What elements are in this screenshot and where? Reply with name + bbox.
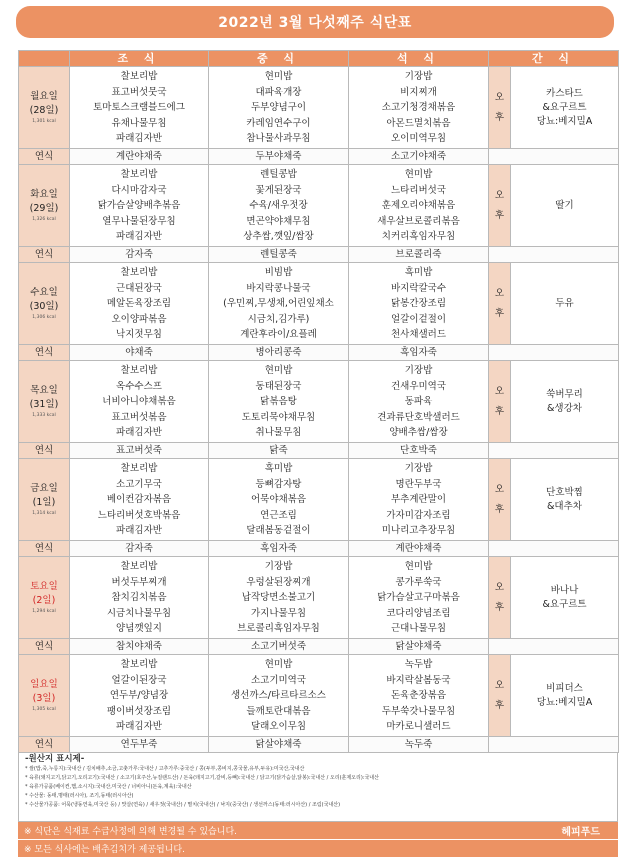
day-label — [19, 459, 70, 541]
yeonsik-item: 닭살야채죽 — [209, 737, 349, 753]
snack-cell — [511, 557, 619, 639]
snack-item: 쑥버무리 — [546, 388, 583, 400]
snack-cell — [511, 165, 619, 247]
dinner-item: 기장밥 — [404, 365, 433, 376]
breakfast-cell — [70, 655, 209, 737]
lunch-item: 두부양념구이 — [250, 102, 307, 114]
lunch-item: 생선까스/타르타르소스 — [231, 690, 326, 702]
day-name: 토요일 — [30, 581, 58, 592]
breakfast-item: 참치김치볶음 — [111, 592, 167, 604]
origin-lines — [25, 765, 611, 810]
meal-table — [18, 50, 619, 753]
snack-item: 카스타드 — [546, 87, 583, 99]
breakfast-item: 얼갈이된장국 — [111, 674, 167, 686]
dinner-item: 코다리양념조림 — [386, 607, 451, 619]
origin-notice — [18, 752, 618, 822]
breakfast-item: 파래김자반 — [116, 231, 162, 243]
yeonsik-row — [19, 443, 619, 459]
dinner-item: 흑미밥 — [404, 267, 433, 278]
yeonsik-item: 계란야채죽 — [349, 541, 489, 557]
yeonsik-item: 연두부죽 — [70, 737, 209, 753]
day-name: 목요일 — [30, 385, 58, 396]
header-lunch: 중 식 — [209, 51, 349, 67]
dinner-item: 소고기청경채볶음 — [381, 102, 456, 114]
dinner-item: 얼갈이겉절이 — [390, 313, 447, 325]
dinner-item: 닭봉간장조림 — [390, 298, 447, 310]
day-row — [19, 67, 619, 149]
day-name: 수요일 — [30, 287, 58, 298]
snack-time-label — [489, 557, 511, 639]
snack-time-char: 오 — [494, 679, 505, 691]
yeonsik-label: 연식 — [19, 737, 70, 753]
breakfast-item: 열무나물된장무침 — [102, 215, 176, 227]
lunch-cell — [209, 165, 349, 247]
lunch-item: 현미밥 — [264, 365, 293, 376]
dinner-item: 양배추쌈/쌈장 — [389, 427, 448, 439]
breakfast-cell — [70, 459, 209, 541]
lunch-item: 등뼈감자탕 — [255, 478, 302, 490]
day-date: (2일) — [32, 595, 56, 606]
dinner-item: 느타리버섯국 — [390, 184, 447, 196]
snack-time-label — [489, 263, 511, 345]
snack-item: &요구르트 — [542, 101, 587, 113]
day-date: (31일) — [29, 399, 59, 410]
lunch-item: 브로콜리흑임자무침 — [237, 623, 320, 635]
header-snack: 간 식 — [489, 51, 619, 67]
lunch-item: 시금치,김가루) — [247, 313, 310, 325]
dinner-cell — [349, 67, 489, 149]
day-label — [19, 557, 70, 639]
footer-note-1 — [18, 822, 618, 839]
breakfast-item: 파래김자반 — [116, 721, 162, 733]
snack-time-label — [489, 361, 511, 443]
yeonsik-item: 단호박죽 — [349, 443, 489, 459]
breakfast-item: 너비아니야채볶음 — [102, 396, 176, 408]
yeonsik-empty — [489, 149, 619, 165]
breakfast-item: 양념깻잎지 — [116, 623, 162, 635]
dinner-item: 건새우미역국 — [390, 380, 447, 392]
breakfast-item: 오이양파볶음 — [111, 313, 167, 325]
yeonsik-item: 참치야채죽 — [70, 639, 209, 655]
snack-time-char: 후 — [494, 699, 505, 711]
breakfast-item: 시금치나물무침 — [106, 607, 172, 619]
lunch-item: 기장밥 — [264, 561, 293, 572]
dinner-item: 닭가슴살고구마볶음 — [377, 592, 460, 604]
yeonsik-row — [19, 345, 619, 361]
dinner-cell — [349, 655, 489, 737]
snack-cell — [511, 655, 619, 737]
footer-note-2 — [18, 840, 618, 857]
dinner-item: 마카로니샐러드 — [386, 721, 451, 733]
snack-item: 단호박찜 — [546, 486, 583, 498]
yeonsik-label: 연식 — [19, 247, 70, 263]
snack-item: 비피더스 — [546, 682, 583, 694]
yeonsik-item: 소고기야채죽 — [349, 149, 489, 165]
dinner-cell — [349, 459, 489, 541]
lunch-item: 현미밥 — [264, 659, 293, 670]
yeonsik-item: 병아리콩죽 — [209, 345, 349, 361]
yeonsik-item: 계란야채죽 — [70, 149, 209, 165]
breakfast-cell — [70, 165, 209, 247]
dinner-item: 돈육춘장볶음 — [390, 690, 447, 702]
yeonsik-item: 감자죽 — [70, 541, 209, 557]
breakfast-item: 파래김자반 — [116, 133, 162, 145]
snack-cell — [511, 361, 619, 443]
dinner-item: 콩가루쑥국 — [395, 576, 442, 588]
breakfast-item: 찰보리밥 — [120, 463, 158, 474]
origin-title: -원산지 표시제- — [25, 754, 85, 764]
day-name: 월요일 — [30, 91, 58, 102]
dinner-item: 동파육 — [404, 396, 433, 408]
snack-time-char: 후 — [494, 111, 505, 123]
lunch-item: 카레임연수구이 — [246, 117, 311, 129]
lunch-item: 현미밥 — [264, 71, 293, 82]
snack-item: 두유 — [555, 297, 574, 309]
dinner-item: 부추계란말이 — [390, 494, 447, 506]
breakfast-item: 소고기무국 — [116, 478, 162, 490]
day-date: (30일) — [29, 301, 59, 312]
yeonsik-empty — [489, 247, 619, 263]
yeonsik-item: 야채죽 — [70, 345, 209, 361]
lunch-item: 계란후라이/요플레 — [240, 329, 317, 341]
lunch-item: 바지락콩나물국 — [246, 282, 311, 294]
dinner-item: 현미밥 — [404, 169, 433, 180]
lunch-item: 납작당면소불고기 — [241, 592, 316, 604]
snack-item: &요구르트 — [542, 598, 587, 610]
yeonsik-item: 닭살야채죽 — [349, 639, 489, 655]
origin-line: * 수산물: 동태,명태(러시아), 조기,동태(러시아산) — [25, 793, 134, 799]
snack-item: 딸기 — [555, 199, 574, 211]
origin-line: * 육류(돼지고기,닭고기,오리고기):국내산 / 소고기(호주산,뉴질랜드산) / 돈육(돼지고기,갈비,등뼈):국내산 / 닭고기(닭가슴살,닭봉):국내산 / 오리(훈제오리):국내산 — [25, 775, 379, 781]
snack-time-char: 오 — [494, 581, 505, 593]
yeonsik-empty — [489, 541, 619, 557]
snack-time-char: 후 — [494, 405, 505, 417]
footer-note-2-text: ※ 모든 식사에는 배추김치가 제공됩니다. — [24, 845, 185, 855]
dinner-item: 두부쑥갓나물무침 — [381, 705, 456, 717]
header-corner — [19, 51, 70, 67]
lunch-item: 도토리묵야채무침 — [241, 411, 316, 423]
footer-note-1-text: ※ 식단은 식재료 수급사정에 의해 변경될 수 있습니다. — [24, 827, 238, 837]
breakfast-cell — [70, 263, 209, 345]
page-title: 2022년 3월 다섯째주 식단표 — [16, 6, 614, 38]
lunch-cell — [209, 655, 349, 737]
snack-time-char: 오 — [494, 385, 505, 397]
breakfast-cell — [70, 557, 209, 639]
snack-item: &대추차 — [547, 500, 582, 512]
breakfast-item: 표고버섯뭇국 — [111, 86, 167, 98]
day-date: (3일) — [32, 693, 56, 704]
yeonsik-empty — [489, 737, 619, 753]
lunch-cell — [209, 263, 349, 345]
dinner-item: 훈제오리야채볶음 — [381, 200, 456, 212]
yeonsik-empty — [489, 345, 619, 361]
yeonsik-empty — [489, 443, 619, 459]
lunch-item: 흑미밥 — [264, 463, 293, 474]
day-date: (28일) — [29, 105, 59, 116]
yeonsik-label: 연식 — [19, 639, 70, 655]
breakfast-item: 버섯두부찌개 — [111, 576, 167, 588]
day-label — [19, 263, 70, 345]
dinner-item: 새우살브로콜리볶음 — [377, 215, 460, 227]
yeonsik-row — [19, 149, 619, 165]
lunch-item: 꽃게된장국 — [255, 184, 302, 196]
lunch-cell — [209, 557, 349, 639]
yeonsik-row — [19, 247, 619, 263]
dinner-item: 기장밥 — [404, 71, 433, 82]
lunch-item: 렌틸콩밥 — [260, 169, 297, 180]
dinner-item: 명란두부국 — [395, 478, 442, 490]
lunch-item: 우렁살된장찌개 — [246, 576, 311, 588]
snack-item: 바나나 — [550, 584, 579, 596]
origin-line: * 쌀(밥,죽,누룽지):국내산 / 김치배추,소금,고춧가루:국내산 / 고추가루:중국산 / 콩(두부,콩비지,콩국물,유부,두유):미국산,국내산 — [25, 766, 305, 772]
dinner-item: 바지락칼국수 — [390, 282, 447, 294]
day-kcal: 1,301 kcal — [32, 119, 56, 124]
breakfast-cell — [70, 67, 209, 149]
breakfast-item: 낙지젓무침 — [116, 329, 162, 341]
day-label — [19, 165, 70, 247]
yeonsik-item: 흑임자죽 — [209, 541, 349, 557]
snack-time-label — [489, 459, 511, 541]
snack-time-char: 후 — [494, 601, 505, 613]
lunch-item: 달래오이무침 — [250, 721, 307, 733]
dinner-item: 아몬드멸치볶음 — [386, 117, 451, 129]
yeonsik-item: 두부야채죽 — [209, 149, 349, 165]
snack-time-label — [489, 655, 511, 737]
breakfast-item: 느타리버섯호박볶음 — [97, 509, 181, 521]
day-row — [19, 655, 619, 737]
breakfast-item: 근대된장국 — [116, 282, 162, 294]
yeonsik-row — [19, 541, 619, 557]
lunch-cell — [209, 361, 349, 443]
snack-time-char: 후 — [494, 307, 505, 319]
breakfast-item: 옥수수스프 — [116, 380, 162, 392]
dinner-item: 녹두밥 — [404, 659, 433, 670]
lunch-item: 달래봄동겉절이 — [246, 525, 311, 537]
breakfast-item: 찰보리밥 — [120, 659, 158, 670]
yeonsik-item: 표고버섯죽 — [70, 443, 209, 459]
lunch-item: 상추쌈,깻잎/쌈장 — [243, 231, 314, 243]
dinner-item: 천사채샐러드 — [390, 329, 447, 341]
table-header-row — [19, 51, 619, 67]
day-row — [19, 557, 619, 639]
yeonsik-item: 흑임자죽 — [349, 345, 489, 361]
day-row — [19, 263, 619, 345]
header-breakfast: 조 식 — [70, 51, 209, 67]
snack-cell — [511, 459, 619, 541]
yeonsik-label: 연식 — [19, 345, 70, 361]
day-kcal: 1,326 kcal — [32, 217, 56, 222]
yeonsik-label: 연식 — [19, 541, 70, 557]
yeonsik-row — [19, 639, 619, 655]
snack-time-label — [489, 67, 511, 149]
snack-item: &생강차 — [547, 402, 582, 414]
dinner-item: 미나리고추장무침 — [381, 525, 456, 537]
breakfast-item: 표고버섯볶음 — [111, 411, 167, 423]
yeonsik-item: 닭죽 — [209, 443, 349, 459]
lunch-item: 가지나물무침 — [250, 607, 307, 619]
snack-time-label — [489, 165, 511, 247]
origin-line: * 육류가공품(베이컨,햄,소시지):국내산,미국산 / 너비아니(돈육,계육):국내산 — [25, 784, 192, 790]
breakfast-item: 베이컨감자볶음 — [106, 494, 172, 506]
lunch-item: (우민찌,무생채,어린잎채소 — [223, 298, 334, 310]
breakfast-item: 연두부/양념장 — [109, 690, 169, 702]
breakfast-item: 메알돈육장조림 — [106, 298, 172, 310]
lunch-item: 소고기미역국 — [250, 674, 307, 686]
yeonsik-item: 녹두죽 — [349, 737, 489, 753]
breakfast-item: 파래김자반 — [116, 525, 162, 537]
lunch-item: 취나물무침 — [255, 427, 302, 439]
day-label — [19, 655, 70, 737]
dinner-item: 비지찌개 — [400, 86, 437, 98]
snack-time-char: 후 — [494, 503, 505, 515]
lunch-item: 동태된장국 — [255, 380, 302, 392]
day-row — [19, 361, 619, 443]
lunch-cell — [209, 67, 349, 149]
dinner-item: 현미밥 — [404, 561, 433, 572]
dinner-item: 오이미역무침 — [390, 133, 447, 145]
yeonsik-label: 연식 — [19, 149, 70, 165]
dinner-item: 견과류단호박샐러드 — [377, 411, 460, 423]
day-kcal: 1,305 kcal — [32, 707, 56, 712]
yeonsik-row — [19, 737, 619, 753]
breakfast-item: 닭가슴살양배추볶음 — [97, 200, 181, 212]
day-name: 일요일 — [30, 679, 58, 690]
snack-time-char: 오 — [494, 91, 505, 103]
yeonsik-item: 렌틸콩죽 — [209, 247, 349, 263]
snack-time-char: 오 — [494, 483, 505, 495]
origin-line: * 수산물가공품: 어묵(냉동연육,미국산 등) / 맛살(연육) / 새우젓(국내산) / 멸치(국내산) / 낙지(중국산) / 생선까스(동태:러시아산) / 조림(국내산) — [25, 802, 341, 808]
day-row — [19, 165, 619, 247]
yeonsik-empty — [489, 639, 619, 655]
dinner-cell — [349, 557, 489, 639]
breakfast-cell — [70, 361, 209, 443]
day-date: (1일) — [32, 497, 56, 508]
yeonsik-label: 연식 — [19, 443, 70, 459]
day-label — [19, 67, 70, 149]
lunch-item: 비빔밥 — [264, 267, 293, 278]
lunch-item: 들깨토란대볶음 — [246, 705, 311, 717]
breakfast-item: 파래김자반 — [116, 427, 162, 439]
breakfast-item: 찰보리밥 — [120, 71, 158, 82]
breakfast-item: 다시마감자국 — [111, 184, 167, 196]
day-date: (29일) — [29, 203, 59, 214]
breakfast-item: 팽이버섯장조림 — [106, 705, 172, 717]
lunch-item: 어묵야채볶음 — [250, 494, 307, 506]
lunch-item: 수육/새우젓장 — [249, 200, 308, 212]
lunch-item: 참나물사과무침 — [246, 133, 311, 145]
breakfast-item: 유채나물무침 — [111, 117, 167, 129]
day-kcal: 1,333 kcal — [32, 413, 56, 418]
snack-time-char: 오 — [494, 189, 505, 201]
dinner-item: 기장밥 — [404, 463, 433, 474]
dinner-cell — [349, 361, 489, 443]
dinner-cell — [349, 263, 489, 345]
day-kcal: 1,306 kcal — [32, 315, 56, 320]
yeonsik-item: 감자죽 — [70, 247, 209, 263]
lunch-item: 면곤약야채무침 — [246, 215, 311, 227]
breakfast-item: 찰보리밥 — [120, 267, 158, 278]
day-name: 화요일 — [30, 189, 58, 200]
snack-cell — [511, 67, 619, 149]
dinner-item: 바지락살봄동국 — [386, 674, 451, 686]
breakfast-item: 찰보리밥 — [120, 169, 158, 180]
dinner-cell — [349, 165, 489, 247]
day-kcal: 1,294 kcal — [32, 609, 56, 614]
day-row — [19, 459, 619, 541]
snack-time-char: 오 — [494, 287, 505, 299]
day-label — [19, 361, 70, 443]
dinner-item: 치커리흑임자무침 — [381, 231, 456, 243]
day-kcal: 1,314 kcal — [32, 511, 56, 516]
lunch-item: 대파육개장 — [255, 86, 302, 98]
breakfast-item: 토마토스크램블드에그 — [93, 102, 185, 114]
dinner-item: 가자미감자조림 — [386, 509, 451, 521]
lunch-cell — [209, 459, 349, 541]
yeonsik-item: 소고기버섯죽 — [209, 639, 349, 655]
lunch-item: 연근조림 — [260, 509, 297, 521]
snack-item: 당뇨:베지밀A — [536, 115, 593, 127]
snack-item: 당뇨:베지밀A — [536, 696, 593, 708]
lunch-item: 닭볶음탕 — [260, 396, 297, 408]
breakfast-item: 찰보리밥 — [120, 561, 158, 572]
snack-cell — [511, 263, 619, 345]
breakfast-item: 찰보리밥 — [120, 365, 158, 376]
dinner-item: 근대나물무침 — [390, 623, 447, 635]
snack-time-char: 후 — [494, 209, 505, 221]
brand-logo: 헤피푸드 — [561, 827, 600, 838]
day-name: 금요일 — [30, 483, 58, 494]
header-dinner: 석 식 — [349, 51, 489, 67]
yeonsik-item: 브로콜리죽 — [349, 247, 489, 263]
